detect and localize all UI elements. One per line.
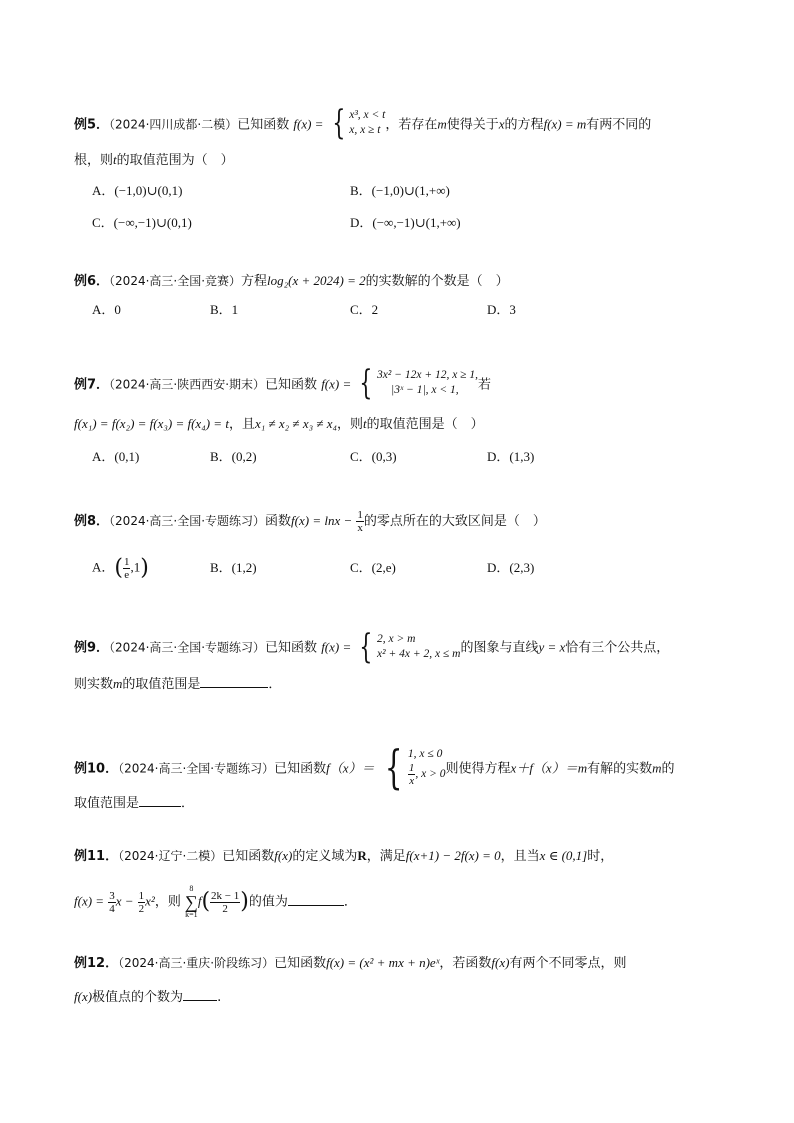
option-b: B．(1,2) bbox=[210, 560, 257, 575]
option-d: D．3 bbox=[487, 302, 516, 317]
question-source: （2024·高三·陕西西安·期末） bbox=[109, 377, 266, 392]
question-12-line-2: f(x)极值点的个数为 . bbox=[74, 986, 221, 1008]
question-label: 例11． bbox=[74, 849, 119, 864]
question-7-line-1: 例7．（2024·高三·陕西西安·期末）已知函数 f(x) = { 3x² − 12x + 12, x ≥ 1, |3ˣ − 1|, x < 1, 若 bbox=[74, 363, 492, 403]
option-a: A．(−1,0)∪(0,1) bbox=[92, 183, 183, 198]
option-c: C．(−∞,−1)∪(0,1) bbox=[92, 215, 192, 230]
question-11-line-2: f(x) = $\frac{3}{4}$ x − $\frac{1}{2}$ x²，则 8 ∑ k=1 f( $\frac{2k - 1}{2}$ )的值为 ． bbox=[74, 884, 357, 919]
option-b: B．(0,2) bbox=[210, 449, 257, 464]
option-d: D．(1,3) bbox=[487, 449, 535, 464]
question-label: 例12． bbox=[74, 956, 119, 971]
option-c: C．(2,e) bbox=[350, 560, 396, 575]
answer-blank[interactable] bbox=[288, 891, 344, 906]
question-5-line-1: 例5．（2024·四川成都·二模）已知函数 f(x) = { x³, x < t x, x ≥ t ，若存在m使得关于x的方程f(x) = m有两不同的 bbox=[74, 103, 652, 143]
option-a: A．(0,1) bbox=[92, 449, 140, 464]
question-source: （2024·高三·重庆·阶段练习） bbox=[118, 956, 275, 970]
summation: 8 ∑ k=1 bbox=[184, 884, 198, 919]
piecewise-function: { 1, x ≤ 0 $\frac{1}{x}$ , x > 0 bbox=[384, 740, 446, 794]
question-label: 例7． bbox=[74, 377, 110, 393]
question-label: 例8． bbox=[74, 514, 110, 529]
question-8-line-1: 例8．（2024·高三·全国·专题练习）函数f(x) = lnx − $\frac{1}{x}$ 的零点所在的大致区间是（ ） bbox=[74, 509, 546, 534]
question-source: （2024·高三·全国·专题练习） bbox=[109, 514, 266, 528]
piecewise-function: { 2, x > m x² + 4x + 2, x ≤ m bbox=[359, 627, 461, 667]
option-b: B．(−1,0)∪(1,+∞) bbox=[350, 183, 450, 198]
question-10-line-2: 取值范围是 ． bbox=[74, 792, 194, 814]
option-c: C．(0,3) bbox=[350, 449, 397, 464]
question-6-line-1: 例6．（2024·高三·全国·竞赛）方程log₂(x + 2024) = 2的实数解的个数是（ ） bbox=[74, 273, 509, 289]
option-c: C．2 bbox=[350, 302, 379, 317]
question-label: 例5． bbox=[74, 117, 110, 133]
question-11-line-1: 例11．（2024·辽宁·二模）已知函数f(x)的定义域为R，满足f(x+1) − 2f(x) = 0，且当x ∈ (0,1]时， bbox=[74, 848, 614, 864]
question-source: （2024·高三·全国·竞赛） bbox=[109, 274, 242, 288]
option-a: A．0 bbox=[92, 302, 121, 317]
question-12-line-1: 例12．（2024·高三·重庆·阶段练习）已知函数f(x) = (x² + mx + n)eˣ，若函数f(x)有两个不同零点，则 bbox=[74, 955, 627, 971]
question-source: （2024·辽宁·二模） bbox=[118, 849, 223, 863]
question-source: （2024·高三·全国·专题练习） bbox=[118, 761, 275, 776]
option-d: D．(−∞,−1)∪(1,+∞) bbox=[350, 215, 461, 230]
question-10-line-1: 例10．（2024·高三·全国·专题练习）已知函数f（x）＝ { 1, x ≤ 0 $\frac{1}{x}$ , x > 0 则使得方程x＋f（x）＝m有解的实数m的 bbox=[74, 740, 675, 794]
question-9-line-1: 例9．（2024·高三·全国·专题练习）已知函数 f(x) = { 2, x > m x² + 4x + 2, x ≤ m 的图象与直线y = x恰有三个公共点， bbox=[74, 627, 670, 667]
piecewise-function: { x³, x < t x, x ≥ t bbox=[331, 103, 386, 143]
option-a: A．( $\frac{1}{e}$ ,1) bbox=[92, 555, 149, 581]
question-source: （2024·四川成都·二模） bbox=[109, 117, 238, 132]
question-7-line-2: f(x₁) = f(x₂) = f(x₃) = f(x₄) = t，且x₁ ≠ x₂ ≠ x₃ ≠ x₄，则t的取值范围是（ ） bbox=[74, 416, 484, 432]
option-b: B．1 bbox=[210, 302, 239, 317]
piecewise-function: { 3x² − 12x + 12, x ≥ 1, |3ˣ − 1|, x < 1, bbox=[359, 363, 478, 403]
question-label: 例10． bbox=[74, 761, 119, 777]
question-5-line-2: 根，则t的取值范围为（ ） bbox=[74, 152, 234, 168]
fraction: $\frac{1}{x}$ bbox=[357, 509, 363, 534]
answer-blank[interactable] bbox=[200, 673, 268, 688]
question-9-line-2: 则实数m的取值范围是 ． bbox=[74, 673, 281, 695]
question-source: （2024·高三·全国·专题练习） bbox=[109, 640, 266, 655]
answer-blank[interactable] bbox=[139, 792, 181, 807]
question-label: 例6． bbox=[74, 274, 110, 289]
question-label: 例9． bbox=[74, 640, 110, 656]
option-d: D．(2,3) bbox=[487, 560, 535, 575]
answer-blank[interactable] bbox=[183, 986, 217, 1001]
